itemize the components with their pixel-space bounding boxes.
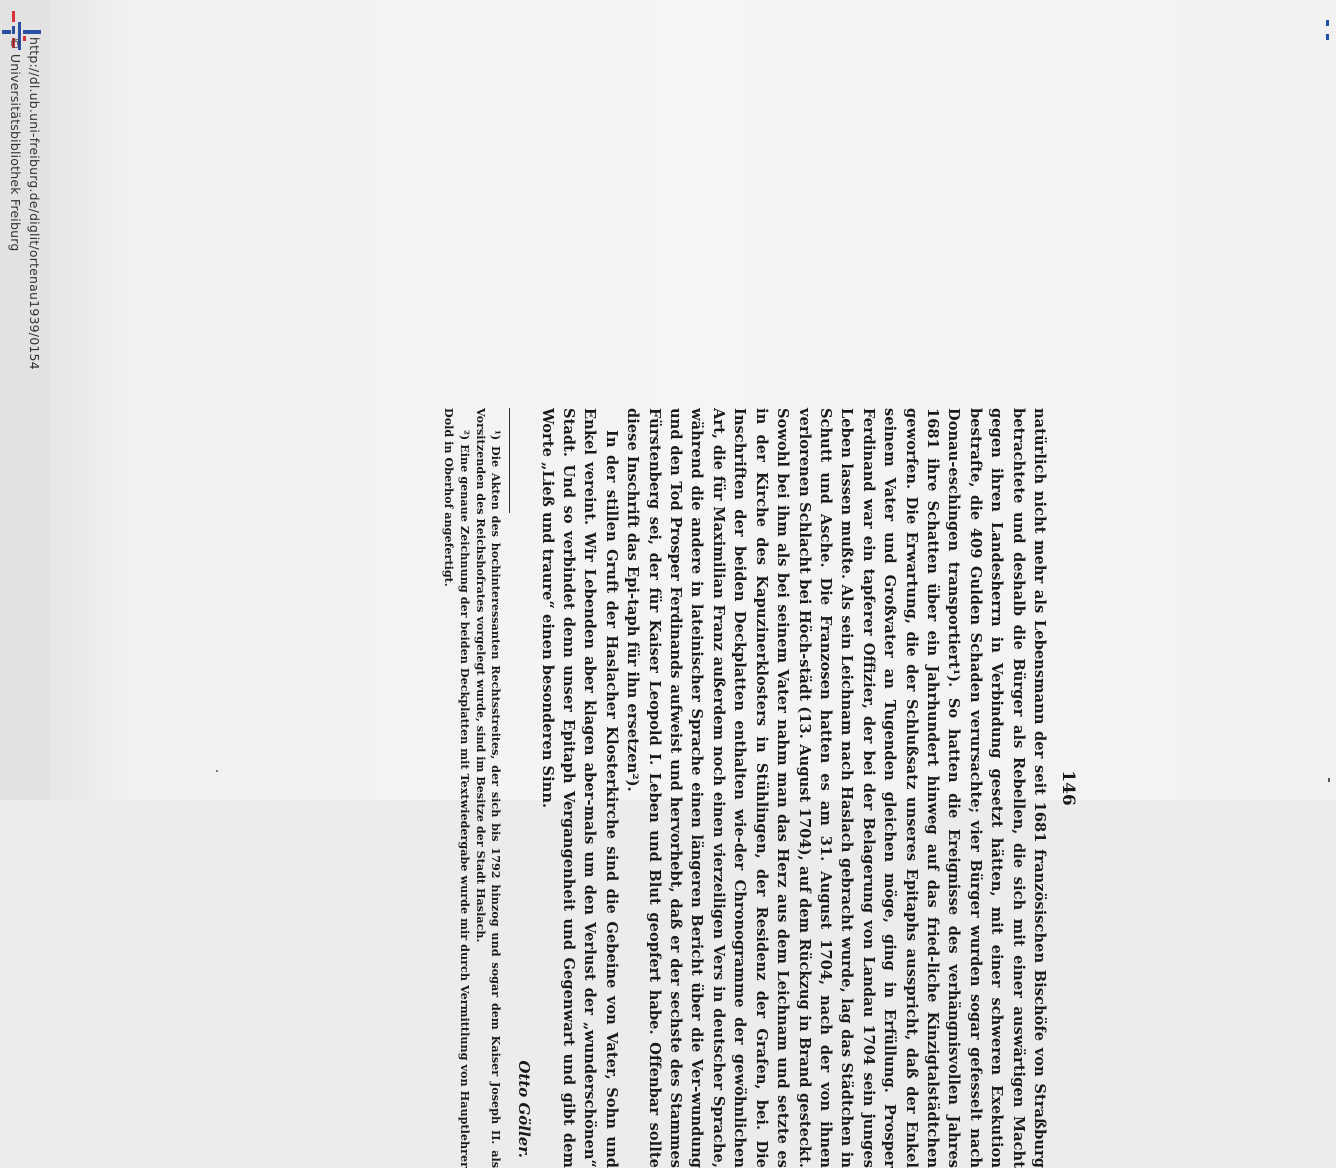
page-scan — [50, 0, 1336, 1168]
watermark-copyright: © Universitätsbibliothek Freiburg — [8, 37, 23, 252]
footnote-2: ²) Eine genaue Zeichnung der beiden Deckplatten mit Textwiedergabe wurde mir durch Vermittlung von Hauptlehrer Dold in Oberhof angefertigt. — [442, 408, 473, 1168]
footnote-1: ¹) Die Akten des hochinteressanten Rechtsstreites, der sich bis 1792 hinzog und sogar dem Kaiser Joseph II. als Vorsitzenden des Reichshofrates vorgelegt wurde, sind im Besitze der Stadt Haslach. — [473, 408, 504, 1168]
scan-speck — [216, 770, 218, 772]
watermark — [0, 37, 44, 777]
watermark-url: http://dl.ub.uni-freiburg.de/diglit/ortenau1939/0154 — [27, 37, 42, 370]
page-number: 146 — [1058, 770, 1078, 806]
left-gutter — [0, 0, 50, 800]
page-content — [238, 408, 1078, 1168]
paragraph-1: natürlich nicht mehr als Lebensmann der seit 1681 französischen Bischöfe von Straßburg betrachtete und deshalb die Bürger als Rebellen, die sich mit einer auswärtigen Macht gegen ihren Landesherrn in Verbindung gesetzt hätten, mit einer schweren Exekution bestrafte, die 409 Gulden Schaden verursachte; vier Bürger wurden sogar gefesselt nach Donau-eschingen transportiert¹). So hatten die Ereignisse des verhängnisvollen Jahres 1681 ihre Schatten über ein Jahrhundert hinweg auf das fried-liche Kinzigtalstädtchen geworfen. Die Erwartung, die der Schlußsatz unseres Epitaphs ausspricht, daß der Enkel seinem Vater und Großvater an Tugenden gleichen möge, ging in Erfüllung. Prosper Ferdinand war ein tapferer Offizier, der bei der Belagerung von Landau 1704 sein junges Leben lassen mußte. Als sein Leichnam nach Haslach gebracht wurde, lag das Städtchen in Schutt und Asche. Die Franzosen hatten es am 31. August 1704, nach der von ihnen verlorenen Schlacht bei Höch-städt (13. August 1704), auf dem Rückzug in Brand gesteckt. Sowohl bei ihm als bei seinem Vater nahm man das Herz aus dem Leichnam und setzte es in der Kirche des Kapuzinerklosters in Stühlingen, der Residenz der Grafen, bei. Die Inschriften der beiden Deckplatten enthalten wie-der Chronogramme der gewöhnlichen Art, die für Maximilian Franz außerdem noch einen vierzeiligen Vers in deutscher Sprache, während die andere in lateinischer Sprache einen längeren Bericht über die Ver-wundung und den Tod Prosper Ferdinands aufweist und hervorhebt, daß er der sechste des Stammes Fürstenberg sei, der für Kaiser Leopold I. Leben und Blut geopfert habe. Offenbar sollte diese Inschrift das Epi-taph für ihn ersetzen²). — [624, 408, 1048, 1168]
author-signature: Otto Göller. — [515, 1060, 534, 1158]
edge-marker-bottom — [1328, 778, 1330, 782]
paragraph-2: In der stillen Gruft der Haslacher Klosterkirche sind die Gebeine von Vater, Sohn und Enkel vereint. Wir Lebenden aber klagen aber-mals um den Verlust der „wunderschönen“ Stadt. Und so verbindet denn unser Epitaph Vergangenheit und Gegenwart und gibt dem Worte „Ließ und traure“ einen besonderen Sinn. — [538, 408, 620, 1168]
edge-marker-top — [1326, 20, 1329, 26]
edge-marker-top-2 — [1326, 34, 1329, 40]
footnote-divider — [509, 408, 510, 513]
